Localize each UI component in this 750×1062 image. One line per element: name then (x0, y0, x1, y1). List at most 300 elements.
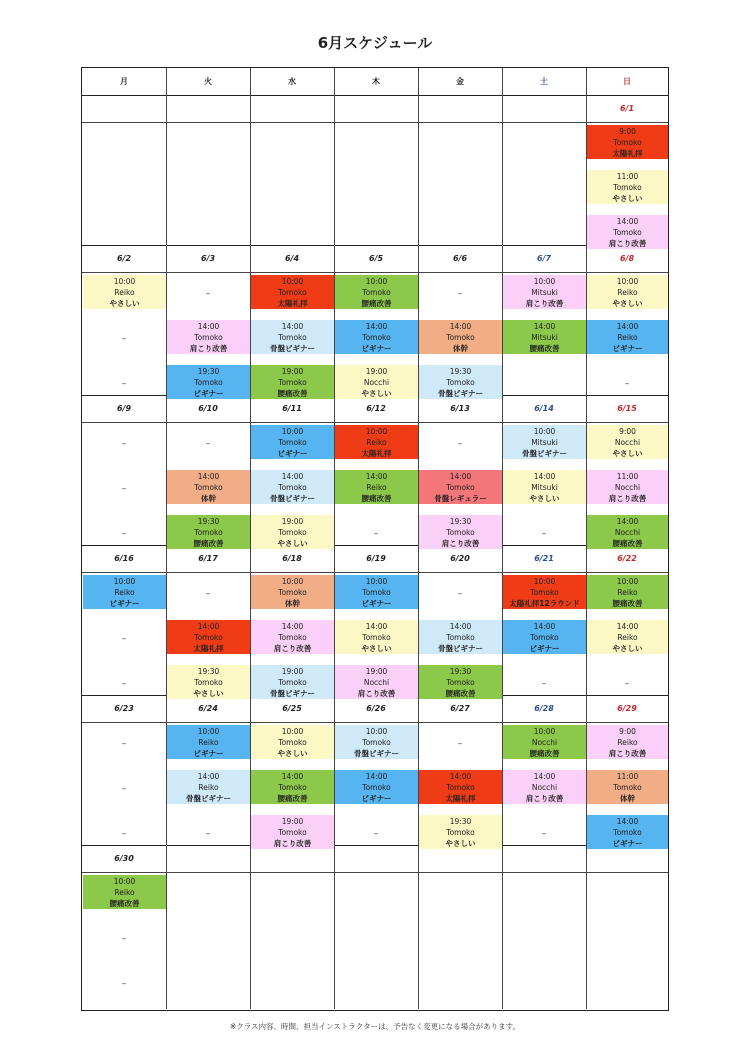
class-name: やさしい (612, 643, 643, 653)
instructor-name: Reiko (114, 287, 135, 297)
class-time: 19:00 (281, 516, 304, 526)
date-label: 6/28 (534, 704, 554, 713)
instructor-name: Tomoko (446, 377, 475, 387)
no-class-dash: – (121, 933, 127, 944)
instructor-name: Reiko (617, 587, 638, 597)
class-time: 14:00 (449, 321, 472, 331)
class-time: 14:00 (449, 471, 472, 481)
instructor-name: Nocchi (614, 437, 641, 447)
class-name: 腰痛改善 (277, 388, 308, 398)
instructor-name: Reiko (617, 332, 638, 342)
class-time: 14:00 (449, 621, 472, 631)
no-class-dash: – (205, 588, 211, 599)
class-time: 10:00 (365, 426, 388, 436)
class-time: 14:00 (616, 516, 639, 526)
instructor-name: Tomoko (446, 632, 475, 642)
grid-line (82, 272, 668, 273)
class-name: 太陽礼拝 (361, 448, 392, 458)
class-time: 10:00 (365, 276, 388, 286)
date-label: 6/7 (536, 254, 552, 263)
instructor-name: Tomoko (446, 482, 475, 492)
class-name: ビギナー (361, 598, 392, 608)
class-time: 10:00 (281, 276, 304, 286)
instructor-name: Nocchi (363, 377, 390, 387)
class-slot (335, 425, 418, 459)
class-time: 10:00 (281, 726, 304, 736)
no-class-dash: – (121, 978, 127, 989)
date-label: 6/10 (198, 404, 218, 413)
no-class-dash: – (373, 828, 379, 839)
class-time: 11:00 (616, 771, 639, 781)
instructor-name: Tomoko (362, 287, 391, 297)
instructor-name: Mitsuki (531, 437, 558, 447)
class-name: やさしい (361, 643, 392, 653)
instructor-name: Tomoko (446, 332, 475, 342)
class-slot (587, 470, 668, 504)
class-time: 19:30 (197, 666, 220, 676)
instructor-name: Tomoko (278, 287, 307, 297)
date-label: 6/14 (534, 404, 554, 413)
class-name: やさしい (612, 448, 643, 458)
class-name: やさしい (612, 298, 643, 308)
grid-line (82, 872, 668, 873)
instructor-name: Reiko (617, 737, 638, 747)
instructor-name: Tomoko (362, 737, 391, 747)
class-name: 腰痛改善 (361, 298, 392, 308)
instructor-name: Nocchi (363, 677, 390, 687)
date-label: 6/19 (366, 554, 386, 563)
instructor-name: Reiko (617, 287, 638, 297)
instructor-name: Tomoko (278, 482, 307, 492)
class-name: 腰痛改善 (612, 598, 643, 608)
date-label: 6/13 (450, 404, 470, 413)
class-slot (251, 815, 334, 849)
date-label: 6/4 (284, 254, 300, 263)
class-time: 14:00 (365, 621, 388, 631)
class-slot (251, 470, 334, 504)
class-slot (587, 725, 668, 759)
instructor-name: Tomoko (278, 737, 307, 747)
class-slot (335, 725, 418, 759)
class-slot (251, 365, 334, 399)
date-label: 6/6 (452, 254, 468, 263)
no-class-dash: – (457, 438, 463, 449)
instructor-name: Nocchi (531, 737, 558, 747)
class-time: 11:00 (616, 171, 639, 181)
class-name: 骨盤ビギナー (354, 748, 399, 758)
class-slot (251, 515, 334, 549)
class-time: 14:00 (281, 771, 304, 781)
class-slot (251, 575, 334, 609)
no-class-dash: – (121, 678, 127, 689)
instructor-name: Tomoko (194, 632, 223, 642)
class-time: 14:00 (197, 771, 220, 781)
instructor-name: Reiko (198, 737, 219, 747)
class-name: ビギナー (529, 643, 560, 653)
class-time: 10:00 (616, 276, 639, 286)
weekday-header: 金 (456, 77, 464, 86)
class-slot (587, 275, 668, 309)
class-name: 肩こり改善 (357, 688, 396, 698)
class-slot (335, 470, 418, 504)
class-time: 10:00 (533, 726, 556, 736)
class-slot (503, 425, 586, 459)
class-name: ビギナー (612, 838, 643, 848)
class-slot (167, 665, 250, 699)
class-time: 19:30 (197, 366, 220, 376)
no-class-dash: – (624, 678, 630, 689)
instructor-name: Tomoko (613, 782, 642, 792)
class-time: 14:00 (533, 621, 556, 631)
page-title: 6月スケジュール (317, 34, 433, 52)
no-class-dash: – (205, 828, 211, 839)
class-name: やさしい (529, 493, 560, 503)
class-name: 腰痛改善 (109, 898, 140, 908)
class-name: 肩こり改善 (608, 238, 647, 248)
class-slot (419, 470, 502, 504)
class-name: 骨盤ビギナー (522, 448, 567, 458)
class-time: 19:30 (449, 666, 472, 676)
class-name: 腰痛改善 (529, 343, 560, 353)
class-time: 19:30 (449, 366, 472, 376)
class-name: 太陽礼拝 (445, 793, 476, 803)
class-name: やさしい (277, 538, 308, 548)
class-slot (419, 815, 502, 849)
class-slot (503, 770, 586, 804)
grid-line (82, 722, 668, 723)
class-slot (167, 770, 250, 804)
class-slot (83, 875, 166, 909)
class-name: 太陽礼拝 (612, 148, 643, 158)
instructor-name: Nocchi (614, 482, 641, 492)
class-time: 19:30 (449, 516, 472, 526)
date-label: 6/24 (198, 704, 218, 713)
class-time: 10:00 (533, 276, 556, 286)
class-name: ビギナー (109, 598, 140, 608)
class-slot (167, 515, 250, 549)
class-time: 14:00 (365, 321, 388, 331)
instructor-name: Tomoko (278, 587, 307, 597)
class-name: 肩こり改善 (608, 748, 647, 758)
class-time: 14:00 (449, 771, 472, 781)
no-class-dash: – (121, 483, 127, 494)
weekday-header: 火 (204, 77, 212, 86)
disclaimer-note: ※クラス内容、時間、担当インストラクターは、予告なく変更になる場合があります。 (229, 1022, 521, 1031)
class-time: 14:00 (281, 321, 304, 331)
instructor-name: Tomoko (194, 482, 223, 492)
class-name: 肩こり改善 (441, 538, 480, 548)
weekday-header: 土 (540, 77, 548, 86)
class-slot (251, 320, 334, 354)
grid-line (82, 422, 668, 423)
date-label: 6/9 (116, 404, 132, 413)
class-name: やさしい (445, 838, 476, 848)
instructor-name: Tomoko (362, 332, 391, 342)
class-name: やさしい (612, 193, 643, 203)
instructor-name: Tomoko (278, 782, 307, 792)
class-time: 14:00 (533, 321, 556, 331)
no-class-dash: – (121, 633, 127, 644)
weekday-header: 月 (120, 77, 128, 86)
class-name: 太陽礼拝 (193, 643, 224, 653)
instructor-name: Tomoko (362, 632, 391, 642)
date-label: 6/23 (114, 704, 134, 713)
instructor-name: Tomoko (278, 332, 307, 342)
class-time: 10:00 (365, 726, 388, 736)
class-time: 9:00 (619, 726, 636, 736)
class-slot (335, 365, 418, 399)
class-name: 骨盤ビギナー (270, 343, 315, 353)
class-name: 肩こり改善 (525, 793, 564, 803)
class-name: ビギナー (193, 388, 224, 398)
class-slot (251, 620, 334, 654)
class-time: 14:00 (281, 471, 304, 481)
instructor-name: Tomoko (530, 632, 559, 642)
instructor-name: Reiko (198, 782, 219, 792)
class-slot (335, 770, 418, 804)
class-time: 14:00 (616, 816, 639, 826)
class-slot (83, 275, 166, 309)
class-time: 19:00 (281, 816, 304, 826)
instructor-name: Nocchi (614, 527, 641, 537)
no-class-dash: – (205, 288, 211, 299)
class-slot (167, 470, 250, 504)
instructor-name: Tomoko (194, 377, 223, 387)
class-name: 肩こり改善 (608, 493, 647, 503)
class-time: 9:00 (619, 426, 636, 436)
instructor-name: Reiko (366, 437, 387, 447)
no-class-dash: – (121, 828, 127, 839)
class-name: 太陽礼拝 (277, 298, 308, 308)
class-slot (335, 275, 418, 309)
class-slot (419, 515, 502, 549)
class-name: ビギナー (361, 793, 392, 803)
date-label: 6/22 (617, 554, 637, 563)
no-class-dash: – (121, 378, 127, 389)
instructor-name: Reiko (366, 482, 387, 492)
class-slot (419, 770, 502, 804)
class-slot (587, 170, 668, 204)
date-label: 6/3 (200, 254, 216, 263)
instructor-name: Tomoko (446, 827, 475, 837)
class-slot (587, 620, 668, 654)
instructor-name: Tomoko (446, 782, 475, 792)
schedule-calendar (81, 67, 669, 1011)
date-label: 6/25 (282, 704, 302, 713)
instructor-name: Reiko (617, 632, 638, 642)
date-label: 6/12 (366, 404, 386, 413)
class-slot (503, 620, 586, 654)
class-slot (335, 665, 418, 699)
class-time: 11:00 (616, 471, 639, 481)
class-name: 腰痛改善 (361, 493, 392, 503)
class-name: 骨盤レギュラー (434, 493, 487, 503)
class-name: 腰痛改善 (612, 538, 643, 548)
instructor-name: Tomoko (446, 527, 475, 537)
class-name: 体幹 (201, 493, 216, 503)
no-class-dash: – (457, 738, 463, 749)
class-slot (587, 320, 668, 354)
no-class-dash: – (541, 828, 547, 839)
class-time: 19:00 (365, 666, 388, 676)
class-time: 10:00 (197, 726, 220, 736)
class-name: 腰痛改善 (193, 538, 224, 548)
class-time: 19:00 (281, 366, 304, 376)
class-name: ビギナー (612, 343, 643, 353)
weekday-header: 水 (288, 77, 296, 86)
class-slot (503, 320, 586, 354)
class-time: 19:30 (449, 816, 472, 826)
class-time: 14:00 (533, 771, 556, 781)
class-time: 14:00 (365, 771, 388, 781)
no-class-dash: – (624, 378, 630, 389)
instructor-name: Mitsuki (531, 482, 558, 492)
class-name: やさしい (277, 748, 308, 758)
class-slot (587, 125, 668, 159)
class-name: 肩こり改善 (273, 838, 312, 848)
instructor-name: Nocchi (531, 782, 558, 792)
class-time: 14:00 (533, 471, 556, 481)
date-label: 6/5 (368, 254, 384, 263)
class-time: 14:00 (365, 471, 388, 481)
class-time: 10:00 (533, 426, 556, 436)
class-time: 14:00 (197, 321, 220, 331)
grid-line (82, 95, 668, 96)
class-slot (167, 725, 250, 759)
no-class-dash: – (121, 438, 127, 449)
instructor-name: Tomoko (613, 137, 642, 147)
instructor-name: Mitsuki (531, 332, 558, 342)
class-time: 10:00 (533, 576, 556, 586)
class-slot (83, 575, 166, 609)
no-class-dash: – (541, 678, 547, 689)
date-label: 6/20 (450, 554, 470, 563)
weekday-header: 木 (372, 77, 380, 86)
date-label: 6/18 (282, 554, 302, 563)
date-label: 6/1 (619, 104, 635, 113)
date-label: 6/29 (617, 704, 637, 713)
class-time: 10:00 (365, 576, 388, 586)
class-name: 太陽礼拝12ラウンド (509, 598, 580, 608)
instructor-name: Tomoko (278, 527, 307, 537)
class-name: 腰痛改善 (445, 688, 476, 698)
date-label: 6/17 (198, 554, 218, 563)
instructor-name: Tomoko (194, 527, 223, 537)
class-slot (251, 770, 334, 804)
instructor-name: Tomoko (278, 632, 307, 642)
instructor-name: Tomoko (613, 227, 642, 237)
class-name: 肩こり改善 (273, 643, 312, 653)
class-time: 10:00 (113, 576, 136, 586)
class-time: 9:00 (619, 126, 636, 136)
class-time: 19:30 (197, 516, 220, 526)
class-slot (419, 665, 502, 699)
class-slot (419, 320, 502, 354)
class-slot (587, 575, 668, 609)
class-name: やさしい (109, 298, 140, 308)
class-name: ビギナー (361, 343, 392, 353)
no-class-dash: – (121, 783, 127, 794)
class-slot (251, 665, 334, 699)
class-name: やさしい (361, 388, 392, 398)
date-label: 6/26 (366, 704, 386, 713)
instructor-name: Tomoko (278, 677, 307, 687)
date-label: 6/27 (450, 704, 470, 713)
date-label: 6/8 (619, 254, 635, 263)
date-label: 6/30 (114, 854, 134, 863)
class-time: 14:00 (197, 471, 220, 481)
class-name: 体幹 (453, 343, 468, 353)
class-name: 肩こり改善 (189, 343, 228, 353)
class-name: 骨盤ビギナー (438, 388, 483, 398)
instructor-name: Tomoko (362, 782, 391, 792)
class-name: ビギナー (193, 748, 224, 758)
no-class-dash: – (457, 288, 463, 299)
class-time: 14:00 (616, 621, 639, 631)
class-time: 14:00 (616, 216, 639, 226)
instructor-name: Tomoko (278, 437, 307, 447)
instructor-name: Tomoko (613, 827, 642, 837)
no-class-dash: – (121, 333, 127, 344)
class-name: 体幹 (285, 598, 300, 608)
class-slot (251, 275, 334, 309)
class-name: 骨盤ビギナー (270, 688, 315, 698)
class-name: やさしい (193, 688, 224, 698)
instructor-name: Tomoko (362, 587, 391, 597)
no-class-dash: – (205, 438, 211, 449)
class-time: 10:00 (113, 876, 136, 886)
grid-line (82, 122, 668, 123)
class-slot (503, 575, 586, 609)
date-label: 6/15 (617, 404, 637, 413)
class-slot (335, 320, 418, 354)
class-name: 腰痛改善 (277, 793, 308, 803)
class-time: 10:00 (281, 576, 304, 586)
class-slot (335, 575, 418, 609)
class-name: 骨盤ビギナー (438, 643, 483, 653)
class-slot (167, 620, 250, 654)
class-slot (587, 425, 668, 459)
class-name: 体幹 (620, 793, 635, 803)
date-label: 6/21 (534, 554, 554, 563)
class-slot (503, 725, 586, 759)
class-slot (335, 620, 418, 654)
class-slot (419, 365, 502, 399)
instructor-name: Tomoko (530, 587, 559, 597)
date-label: 6/2 (116, 254, 132, 263)
class-name: ビギナー (277, 448, 308, 458)
instructor-name: Mitsuki (531, 287, 558, 297)
class-slot (251, 725, 334, 759)
weekday-header: 日 (623, 77, 631, 86)
class-time: 19:00 (281, 666, 304, 676)
class-time: 10:00 (616, 576, 639, 586)
instructor-name: Tomoko (278, 827, 307, 837)
instructor-name: Tomoko (613, 182, 642, 192)
class-slot (167, 365, 250, 399)
class-time: 10:00 (281, 426, 304, 436)
class-slot (587, 815, 668, 849)
class-slot (419, 620, 502, 654)
class-time: 19:00 (365, 366, 388, 376)
class-slot (587, 770, 668, 804)
instructor-name: Tomoko (278, 377, 307, 387)
no-class-dash: – (121, 738, 127, 749)
class-time: 10:00 (113, 276, 136, 286)
class-name: 腰痛改善 (529, 748, 560, 758)
class-name: 骨盤ビギナー (186, 793, 231, 803)
class-slot (251, 425, 334, 459)
